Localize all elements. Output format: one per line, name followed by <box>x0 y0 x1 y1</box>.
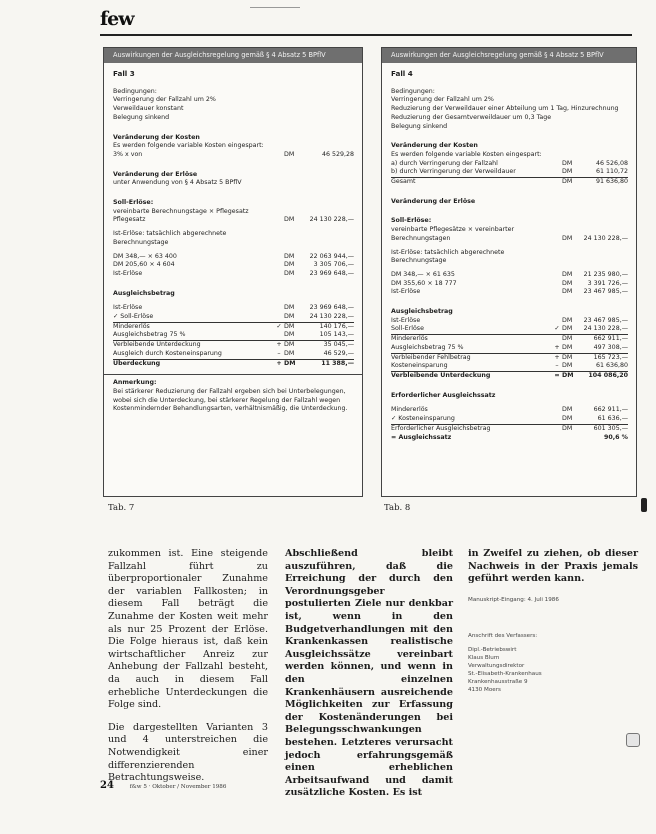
required-rate-row: Erforderlicher Ausgleichsbetrag DM 601 305,— <box>391 424 628 432</box>
page-edge-mark <box>641 498 647 512</box>
condition-item: Belegung sinkend <box>113 113 170 121</box>
balance-row: Ist-Erlöse DM 23 969 648,— <box>113 304 354 312</box>
page-number: 24 <box>100 780 114 791</box>
table-8-heading: Auswirkungen der Ausgleichsregelung gemäß § 4 Absatz 5 BPflV <box>382 48 636 63</box>
balance-row: Soll-Erlöse ✓ DM 24 130 228,— <box>391 325 628 335</box>
paragraph: Abschließend bleibt auszuführen, daß die Erreichung der durch den Verordnungsgeber postulierten Ziele nur denkbar ist, wenn in den Budgetverhandlungen mit den Krankenkassen realistische Ausgleichssätze vereinbart werden können, und wenn in den einzelnen Krankenhäusern ausreichende Möglichkeiten zur Erfassung der Kostenänderungen bei Belegungsschwankungen bestehen. Letzteres verursacht jedoch erfahrungsgemäß einen erheblichen Arbeitsaufwand und damit zusätzliche Kosten. Es ist <box>285 548 453 799</box>
target-revenue-note: vereinbarte Berechnungstage × Pflegesatz <box>113 207 249 215</box>
target-revenue-note: vereinbarte Pflegesätze × vereinbarter <box>391 226 515 234</box>
issue-info: f&w 5 · Oktober / November 1986 <box>129 784 227 790</box>
condition-item: Verweildauer konstant <box>113 105 184 113</box>
condition-item: Reduzierung der Gesamtverweildauer um 0,3 Tage <box>391 113 552 121</box>
text-column-1 <box>108 548 268 795</box>
actual-revenue-note: Ist-Erlöse: tatsächlich abgerechnete <box>391 248 505 256</box>
remark-text: Bei stärkerer Reduzierung der Fallzahl ergeben sich bei Unterbelegungen, wobei sich die Unterdeckung, bei stärkerer Regelung der Fallzahl wegen Kostenmindernder Behandlungsarten, verhältnismäßig, die Unterdeckung. <box>113 387 348 413</box>
actual-revenue-row: Ist-Erlöse DM 23 467 985,— <box>391 288 628 296</box>
balance-title: Ausgleichsbetrag <box>113 289 175 297</box>
remark-title: Anmerkung: <box>113 379 157 387</box>
balance-row: ✓ Soll-Erlöse DM 24 130 228,— <box>113 313 354 323</box>
costs-note: Es werden folgende variable Kosten eingespart: <box>113 142 264 150</box>
actual-revenue-row: DM 205,60 × 4 604 DM 3 305 706,— <box>113 261 354 269</box>
actual-revenue-row: Ist-Erlöse DM 23 969 648,— <box>113 269 354 277</box>
manuscript-received: Manuskript-Eingang: 4. Juli 1986 <box>468 596 559 603</box>
condition-item: Verringerung der Fallzahl um 2% <box>391 96 494 104</box>
target-revenue-row: Berechnungstagen DM 24 130 228,— <box>391 234 628 242</box>
condition-item: Reduzierung der Verweildauer einer Abteilung um 1 Tag, Hinzurechnung <box>391 105 619 113</box>
costs-row: Gesamt DM 91 636,80 <box>391 178 628 186</box>
condition-item: Belegung sinkend <box>391 122 448 130</box>
balance-row: Kosteneinsparung – DM 61 636,80 <box>391 362 628 372</box>
conditions-title: Bedingungen: <box>391 87 435 95</box>
balance-row: Mindererlös ✓ DM 140 176,— <box>113 322 354 330</box>
author-address-line: Krankenhausstraße 9 <box>468 678 528 685</box>
actual-revenue-row: DM 348,— × 61 635 DM 21 235 980,— <box>391 270 628 278</box>
author-address-line: Dipl.-Betriebswirt <box>468 646 517 653</box>
target-revenue-row: Pflegesatz DM 24 130 228,— <box>113 216 354 224</box>
author-address-line: 4130 Moers <box>468 686 501 693</box>
balance-row: Ist-Erlöse DM 23 467 985,— <box>391 316 628 324</box>
case-title: Fall 4 <box>391 69 413 78</box>
table-8-panel <box>381 47 637 497</box>
costs-row: 3% x von DM 46 529,28 <box>113 150 354 158</box>
actual-revenue-note: Berechnungstage <box>113 238 169 246</box>
author-address-line: Verwaltungsdirektor <box>468 662 525 669</box>
required-rate-row: = Ausgleichssatz 90,6 % <box>391 433 628 441</box>
target-revenue-title: Soll-Erlöse: <box>391 217 432 225</box>
required-rate-row: ✓ Kosteneinsparung DM 61 636,— <box>391 415 628 425</box>
balance-row: Verbleibende Unterdeckung = DM 104 086,20 <box>391 371 628 379</box>
costs-row: a) durch Verringerung der Fallzahl DM 46 526,08 <box>391 159 628 167</box>
table-7-heading: Auswirkungen der Ausgleichsregelung gemäß § 4 Absatz 5 BPflV <box>104 48 362 63</box>
conditions-title: Bedingungen: <box>113 87 157 95</box>
journal-logo: few <box>100 8 134 30</box>
revenue-title: Veränderung der Erlöse <box>391 197 476 205</box>
balance-row: Verbleibende Unterdeckung + DM 35 045,— <box>113 341 354 349</box>
actual-revenue-note: Berechnungstage <box>391 257 447 265</box>
author-address-title: Anschrift des Verfassers: <box>468 632 538 639</box>
page-clip-icon <box>626 733 640 747</box>
author-address-line: Klaus Blum <box>468 654 500 661</box>
required-rate-title: Erforderlicher Ausgleichssatz <box>391 391 496 399</box>
remark-box <box>104 374 362 414</box>
balance-row: Überdeckung + DM 11 388,— <box>113 359 354 367</box>
condition-item: Verringerung der Fallzahl um 2% <box>113 96 216 104</box>
costs-title: Veränderung der Kosten <box>113 133 200 141</box>
text-column-3 <box>468 548 638 694</box>
text-column-2 <box>285 548 453 810</box>
case-title: Fall 3 <box>113 69 135 78</box>
header-rule <box>100 34 632 36</box>
balance-title: Ausgleichsbetrag <box>391 308 453 316</box>
table-7-caption: Tab. 7 <box>108 503 135 513</box>
paragraph: zukommen ist. Eine steigende Fallzahl führt zu überproportionaler Zunahme der variablen Fallkosten; in diesem Fall beträgt die Zunahme der Kosten weit mehr als nur 25 Prozent der Erlöse. Die Folge hieraus ist, daß kein wirtschaftlicher Anreiz zur Anhebung der Fallzahl besteht, da auch in diesem Fall erhebliche Unterdeckungen die Folge sind. <box>108 548 268 711</box>
revenue-title: Veränderung der Erlöse <box>113 170 198 178</box>
balance-row: Ausgleichsbetrag 75 % DM 105 143,— <box>113 331 354 341</box>
top-edge-rule <box>250 7 300 8</box>
table-8-caption: Tab. 8 <box>384 503 411 513</box>
actual-revenue-row: DM 355,60 × 18 777 DM 3 391 726,— <box>391 279 628 287</box>
costs-row: b) durch Verringerung der Verweildauer DM 61 110,72 <box>391 168 628 178</box>
paragraph: Die dargestellten Varianten 3 und 4 unterstreichen die Notwendigkeit einer differenzierenden Betrachtungsweise. <box>108 721 268 784</box>
balance-row: Ausgleich durch Kosteneinsparung – DM 46 529,— <box>113 350 354 360</box>
costs-note: Es werden folgende variable Kosten eingespart: <box>391 150 542 158</box>
page-footer <box>100 780 226 791</box>
table-7-panel <box>103 47 363 497</box>
paragraph: in Zweifel zu ziehen, ob dieser Nachweis in der Praxis jemals geführt werden kann. <box>468 548 638 585</box>
revenue-note: unter Anwendung von § 4 Absatz 5 BPflV <box>113 179 242 187</box>
balance-row: Verbleibender Fehlbetrag + DM 165 723,— <box>391 353 628 361</box>
balance-row: Mindererlös DM 662 911,— <box>391 335 628 343</box>
balance-row: Ausgleichsbetrag 75 % + DM 497 308,— <box>391 344 628 354</box>
target-revenue-title: Soll-Erlöse: <box>113 199 154 207</box>
actual-revenue-note: Ist-Erlöse: tatsächlich abgerechnete <box>113 230 227 238</box>
costs-title: Veränderung der Kosten <box>391 142 478 150</box>
required-rate-row: Mindererlös DM 662 911,— <box>391 406 628 414</box>
author-address-line: St.-Elisabeth-Krankenhaus <box>468 670 542 677</box>
actual-revenue-row: DM 348,— × 63 400 DM 22 063 944,— <box>113 252 354 260</box>
